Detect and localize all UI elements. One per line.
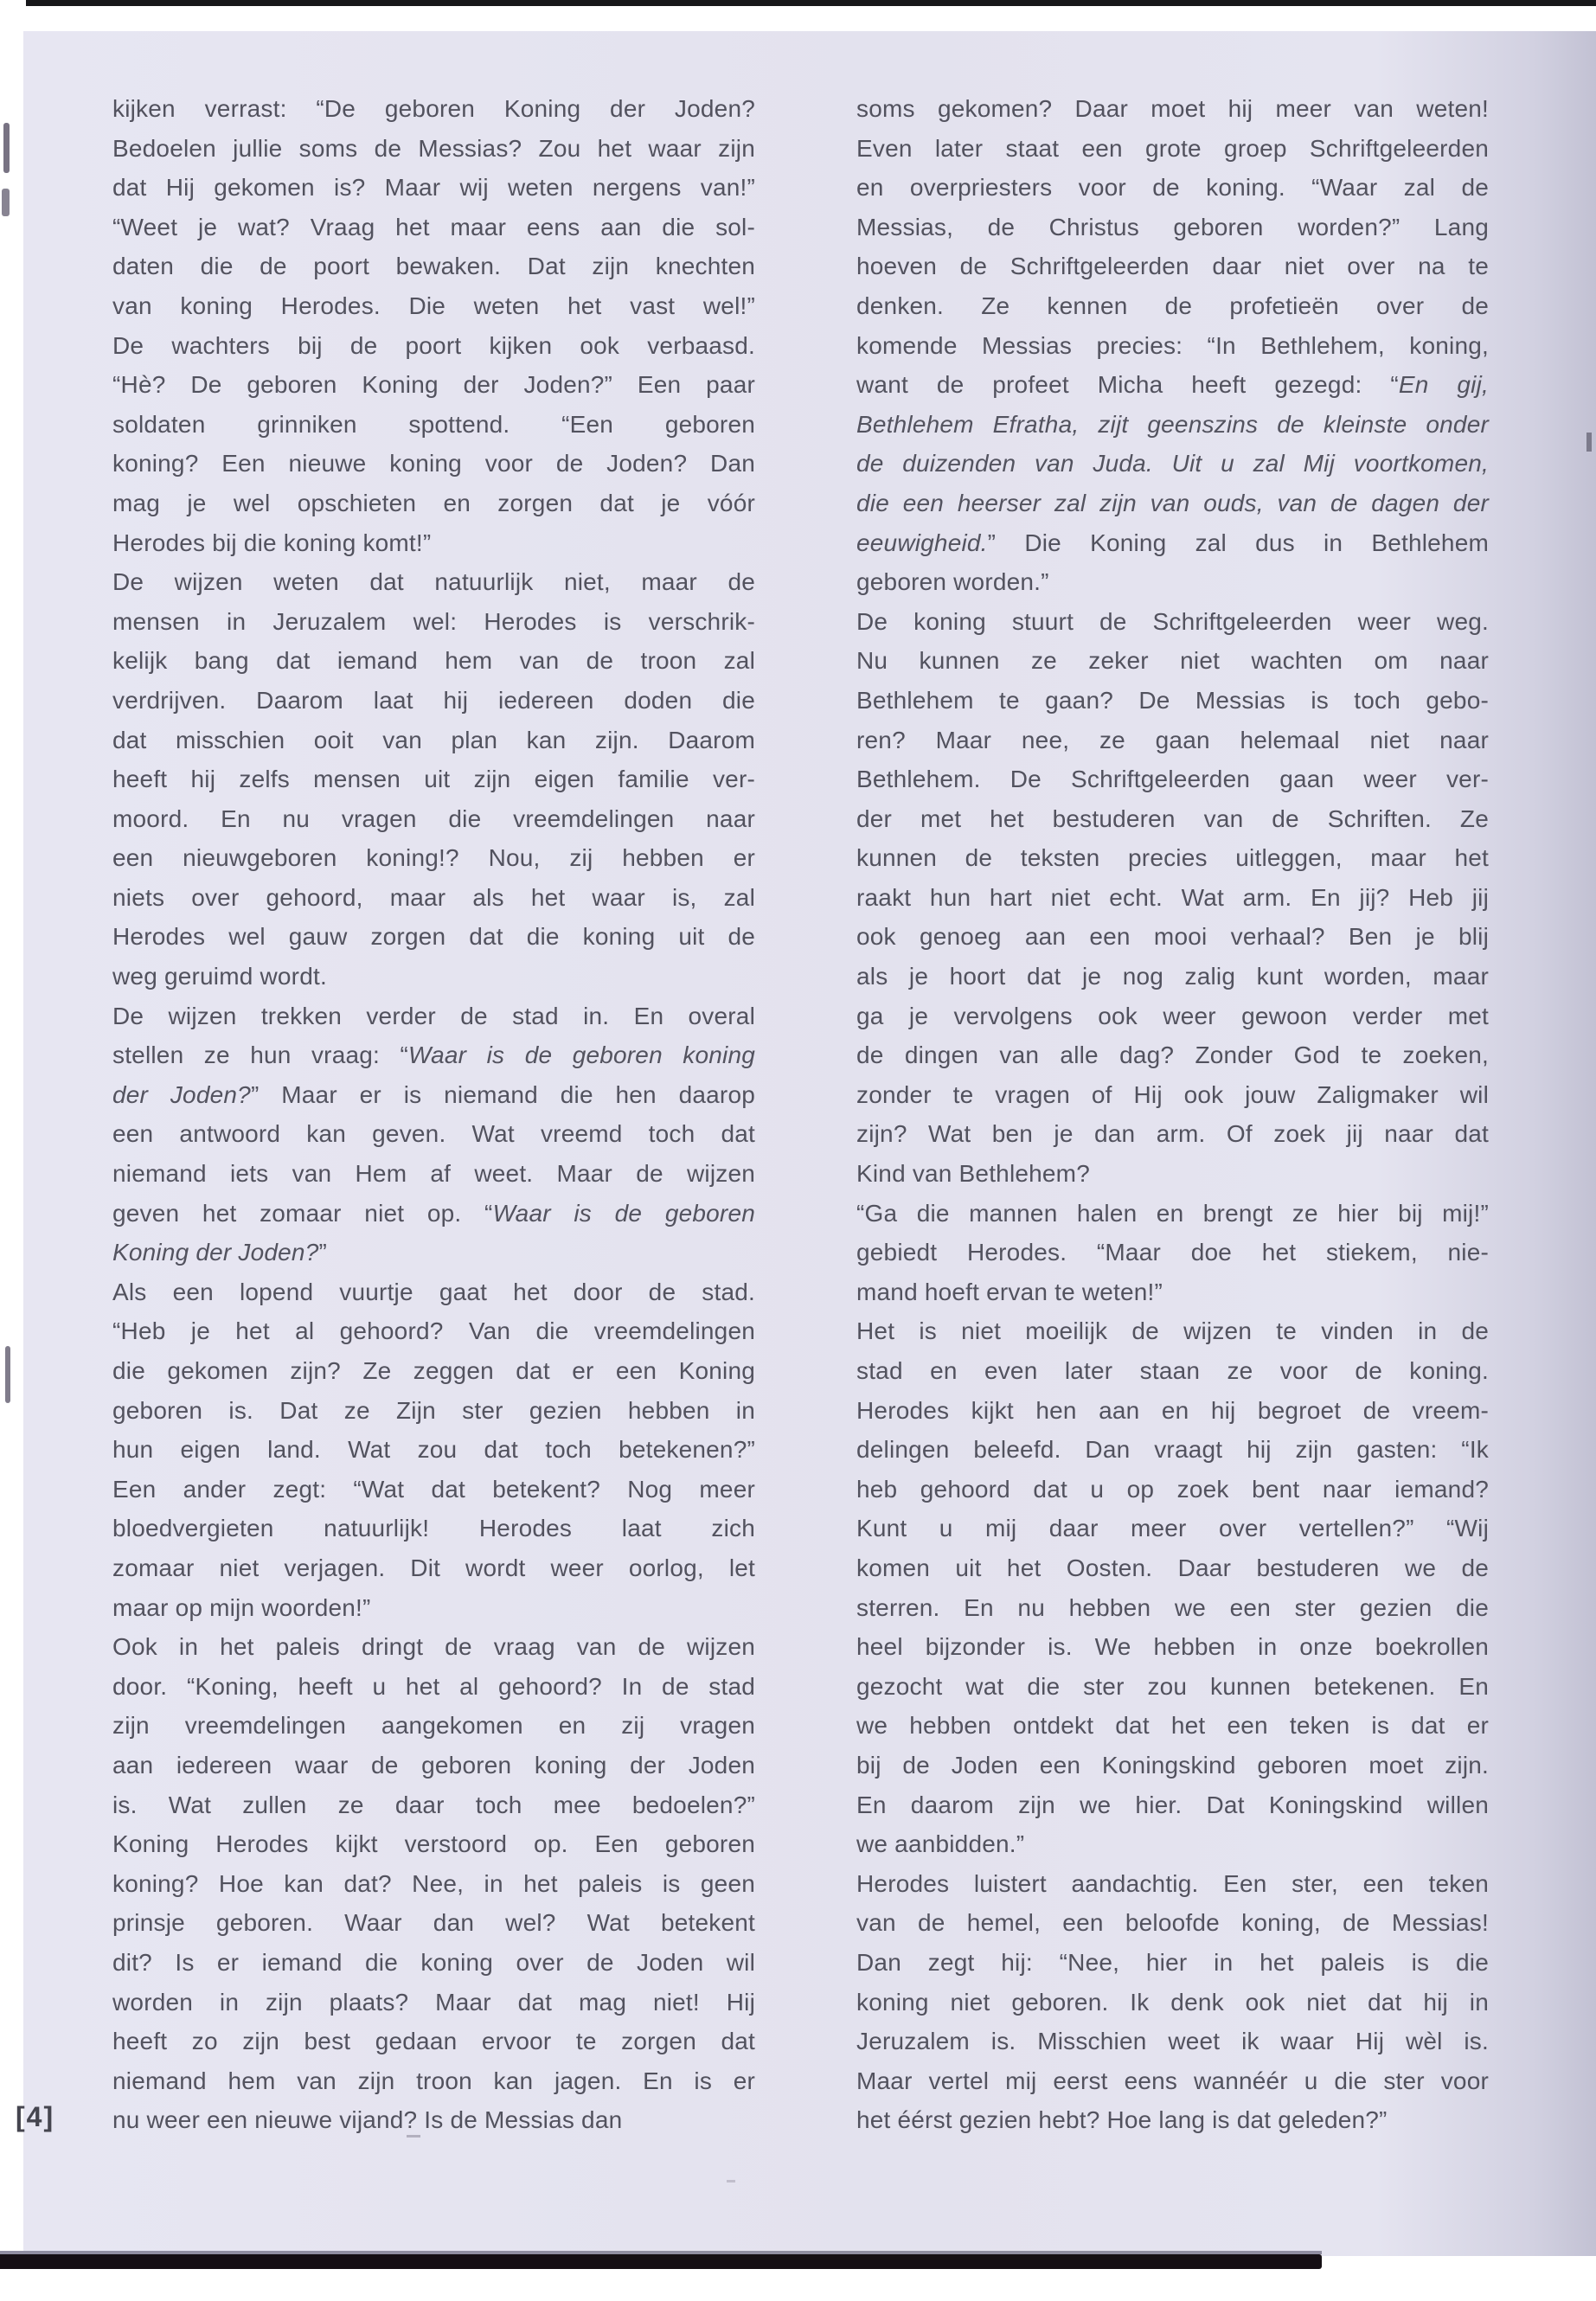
text-line: kijken verrast: “De geboren Koning der Joden? xyxy=(112,95,755,122)
text-line: een nieuwgeboren koning!? Nou, zij hebben er xyxy=(112,844,755,872)
text-line: bloedvergieten natuurlijk! Herodes laat zich xyxy=(112,1515,755,1542)
text-line: komen uit het Oosten. Daar bestuderen we de xyxy=(856,1554,1489,1581)
text-line: komende Messias precies: “In Bethlehem, koning, xyxy=(856,331,1489,359)
text-line: hun eigen land. Wat zou dat toch betekenen?” xyxy=(112,1436,755,1464)
text-line: sterren. En nu hebben we een ster gezien die xyxy=(856,1593,1489,1621)
text-line: gebiedt Herodes. “Maar doe het stiekem, nie- xyxy=(856,1239,1489,1266)
text-line: Een ander zegt: “Wat dat betekent? Nog meer xyxy=(112,1475,755,1503)
text-line: eeuwigheid.” Die Koning zal dus in Bethlehem xyxy=(856,529,1489,556)
text-line: zomaar niet verjagen. Dit wordt weer oorlog, let xyxy=(112,1554,755,1581)
text-line: kelijk bang dat iemand hem van de troon zal xyxy=(112,647,755,675)
text-line: heeft hij zelfs mensen uit zijn eigen familie ver- xyxy=(112,766,755,793)
text-line: we aanbidden.” xyxy=(856,1830,1025,1858)
italic-quote-text: Koning der Joden? xyxy=(112,1239,319,1266)
text-line: Maar vertel mij eerst eens wannéér u die ster voor xyxy=(856,2067,1489,2094)
text-line: door. “Koning, heeft u het al gehoord? In de stad xyxy=(112,1672,755,1700)
text-line: Herodes kijkt hen aan en hij begroet de vreem- xyxy=(856,1396,1489,1424)
text-line: “Hè? De geboren Koning der Joden?” Een paar xyxy=(112,371,755,399)
text-line: raakt hun hart niet echt. Wat arm. En jij? Heb jij xyxy=(856,883,1489,911)
text-line: Herodes bij die koning komt!” xyxy=(112,529,432,556)
italic-quote-text: Waar is de geboren koning xyxy=(407,1042,756,1069)
text-line: ren? Maar nee, ze gaan helemaal niet naar xyxy=(856,726,1489,753)
text-line xyxy=(856,484,1489,523)
text-line: het éérst gezien hebt? Hoe lang is dat geleden?” xyxy=(856,2106,1388,2134)
text-line: stad en even later staan ze voor de koning. xyxy=(856,1357,1489,1384)
text-line: Kind van Bethlehem? xyxy=(856,1160,1090,1188)
text-line: koning niet geboren. Ik denk ook niet dat hij in xyxy=(856,1988,1489,2016)
text-line: nu weer een nieuwe vijand? Is de Messias dan xyxy=(112,2106,623,2134)
text-line: “Weet je wat? Vraag het maar eens aan die sol- xyxy=(112,213,755,240)
italic-quote-text: Waar is de geboren xyxy=(492,1199,755,1227)
text-line: en overpriesters voor de koning. “Waar zal de xyxy=(856,174,1489,202)
text-line: zijn vreemdelingen aangekomen en zij vragen xyxy=(112,1712,755,1740)
film-top-edge xyxy=(26,0,1596,6)
text-line: ook genoeg aan een mooi verhaal? Ben je blij xyxy=(856,923,1489,951)
text-line: die gekomen zijn? Ze zeggen dat er een Koning xyxy=(112,1357,755,1384)
page-number: [4] xyxy=(16,2101,55,2132)
italic-quote-text: die een heerser zal zijn van ouds, van de dagen der xyxy=(856,489,1489,516)
text-line: Koning Herodes kijkt verstoord op. Een geboren xyxy=(112,1830,755,1858)
text-line: prinsje geboren. Waar dan wel? Wat betekent xyxy=(112,1909,755,1937)
text-line xyxy=(856,405,1489,445)
text-line: dit? Is er iemand die koning over de Joden wil xyxy=(112,1948,755,1976)
text-line: kunnen de teksten precies uitleggen, maar het xyxy=(856,844,1489,872)
text-line: Als een lopend vuurtje gaat het door de stad. xyxy=(112,1278,755,1305)
text-line: Bethlehem te gaan? De Messias is toch gebo- xyxy=(856,686,1489,714)
text-column-right xyxy=(856,89,1489,2140)
text-column-left xyxy=(112,89,755,2140)
italic-quote-text: Bethlehem Efratha, zijt geenszins de kleinste onder xyxy=(856,410,1489,438)
text-line: daten die de poort bewaken. Dat zijn knechten xyxy=(112,253,755,280)
text-line: Bedoelen jullie soms de Messias? Zou het waar zijn xyxy=(112,134,755,162)
text-line: stellen ze hun vraag: “Waar is de geboren koning xyxy=(112,1042,756,1069)
text-line: Nu kunnen ze zeker niet wachten om naar xyxy=(856,647,1489,675)
text-line: “Ga die mannen halen en brengt ze hier bij mij!” xyxy=(856,1199,1489,1227)
text-line: Herodes luistert aandachtig. Een ster, een teken xyxy=(856,1869,1489,1897)
text-line: der met het bestuderen van de Schriften. Ze xyxy=(856,804,1489,832)
text-line: De wachters bij de poort kijken ook verbaasd. xyxy=(112,331,755,359)
text-line: koning? Hoe kan dat? Nee, in het paleis is geen xyxy=(112,1869,755,1897)
text-line: soldaten grinniken spottend. “Een geboren xyxy=(112,410,755,438)
text-line: Koning der Joden?” xyxy=(112,1239,328,1266)
text-line: Ook in het paleis dringt de vraag van de wijzen xyxy=(112,1633,755,1661)
text-line: heel bijzonder is. We hebben in onze boekrollen xyxy=(856,1633,1489,1661)
text-line: de dingen van alle dag? Zonder God te zoeken, xyxy=(856,1042,1489,1069)
text-line: heb gehoord dat u op zoek bent naar iemand? xyxy=(856,1475,1489,1503)
text-line: delingen beleefd. Dan vraagt hij zijn gasten: “Ik xyxy=(856,1436,1489,1464)
text-line: van de hemel, een beloofde koning, de Messias! xyxy=(856,1909,1489,1937)
text-line: dat misschien ooit van plan kan zijn. Daarom xyxy=(112,726,755,753)
text-line: Het is niet moeilijk de wijzen te vinden in de xyxy=(856,1317,1489,1345)
scan-artifact xyxy=(1586,433,1592,452)
text-line: weg geruimd wordt. xyxy=(112,963,327,990)
scan-artifact xyxy=(3,123,10,173)
text-line: een antwoord kan geven. Wat vreemd toch dat xyxy=(112,1120,755,1148)
text-line: De wijzen weten dat natuurlijk niet, maar de xyxy=(112,568,755,596)
text-line: En daarom zijn we hier. Dat Koningskind willen xyxy=(856,1791,1489,1818)
text-line: Even later staat een grote groep Schriftgeleerden xyxy=(856,134,1489,162)
text-line: maar op mijn woorden!” xyxy=(112,1593,371,1621)
text-line: geven het zomaar niet op. “Waar is de geboren xyxy=(112,1199,755,1227)
text-line: niets over gehoord, maar als het waar is, zal xyxy=(112,883,755,911)
text-line: soms gekomen? Daar moet hij meer van weten! xyxy=(856,95,1489,122)
text-line: want de profeet Micha heeft gezegd: “En gij, xyxy=(856,371,1489,399)
text-line: hoeven de Schriftgeleerden daar niet over na te xyxy=(856,253,1489,280)
text-line: aan iedereen waar de geboren koning der Joden xyxy=(112,1751,755,1779)
italic-quote-text: eeuwigheid. xyxy=(856,529,988,556)
text-line xyxy=(856,444,1489,484)
text-line: mag je wel opschieten en zorgen dat je vóór xyxy=(112,489,755,516)
text-line: Messias, de Christus geboren worden?” Lang xyxy=(856,213,1489,240)
text-line: De wijzen trekken verder de stad in. En overal xyxy=(112,1002,755,1029)
text-line: koning? Een nieuwe koning voor de Joden? Dan xyxy=(112,450,755,478)
italic-quote-text: de duizenden van Juda. Uit u zal Mij voortkomen, xyxy=(856,450,1489,478)
scan-artifact xyxy=(727,2180,735,2182)
text-line: zonder te vragen of Hij ook jouw Zaligmaker wil xyxy=(856,1080,1489,1108)
text-line: Dan zegt hij: “Nee, hier in het paleis is die xyxy=(856,1948,1489,1976)
text-line: als je hoort dat je nog zalig kunt worden, maar xyxy=(856,963,1489,990)
text-line: geboren is. Dat ze Zijn ster gezien hebben in xyxy=(112,1396,755,1424)
text-line: ga je vervolgens ook weer gewoon verder met xyxy=(856,1002,1489,1029)
text-line: De koning stuurt de Schriftgeleerden weer weg. xyxy=(856,607,1489,635)
text-line: niemand iets van Hem af weet. Maar de wijzen xyxy=(112,1160,755,1188)
text-line: zijn? Wat ben je dan arm. Of zoek jij naar dat xyxy=(856,1120,1489,1148)
scan-artifact xyxy=(2,189,10,216)
text-line: mensen in Jeruzalem wel: Herodes is verschrik- xyxy=(112,607,755,635)
text-line: Kunt u mij daar meer over vertellen?” “Wij xyxy=(856,1515,1489,1542)
text-line: worden in zijn plaats? Maar dat mag niet! Hij xyxy=(112,1988,755,2016)
scan-artifact xyxy=(5,1346,10,1403)
text-line: niemand hem van zijn troon kan jagen. En is er xyxy=(112,2067,755,2094)
text-line: mand hoeft ervan te weten!” xyxy=(856,1278,1163,1305)
text-line: we hebben ontdekt dat het een teken is dat er xyxy=(856,1712,1489,1740)
scan-artifact xyxy=(407,2135,420,2138)
text-line: denken. Ze kennen de profetieën over de xyxy=(856,292,1489,319)
italic-quote-text: En gij, xyxy=(1398,371,1489,399)
page-bottom-edge xyxy=(0,2254,1322,2269)
text-line: dat Hij gekomen is? Maar wij weten nergens van!” xyxy=(112,174,755,202)
text-line: Herodes wel gauw zorgen dat die koning uit de xyxy=(112,923,755,951)
text-line: Jeruzalem is. Misschien weet ik waar Hij wèl is. xyxy=(856,2028,1489,2055)
text-line: der Joden?” Maar er is niemand die hen daarop xyxy=(112,1080,756,1108)
text-line: geboren worden.” xyxy=(856,568,1049,596)
text-line: moord. En nu vragen die vreemdelingen naar xyxy=(112,804,755,832)
text-line: verdrijven. Daarom laat hij iedereen doden die xyxy=(112,686,755,714)
text-line: is. Wat zullen ze daar toch mee bedoelen?” xyxy=(112,1791,755,1818)
text-line: bij de Joden een Koningskind geboren moet zijn. xyxy=(856,1751,1489,1779)
text-line: Bethlehem. De Schriftgeleerden gaan weer ver- xyxy=(856,766,1489,793)
text-line: gezocht wat die ster zou kunnen betekenen. En xyxy=(856,1672,1489,1700)
italic-quote-text: der Joden? xyxy=(112,1080,251,1108)
text-line: van koning Herodes. Die weten het vast wel!” xyxy=(112,292,755,319)
text-line: heeft zo zijn best gedaan ervoor te zorgen dat xyxy=(112,2028,755,2055)
text-line: “Heb je het al gehoord? Van die vreemdelingen xyxy=(112,1317,755,1345)
